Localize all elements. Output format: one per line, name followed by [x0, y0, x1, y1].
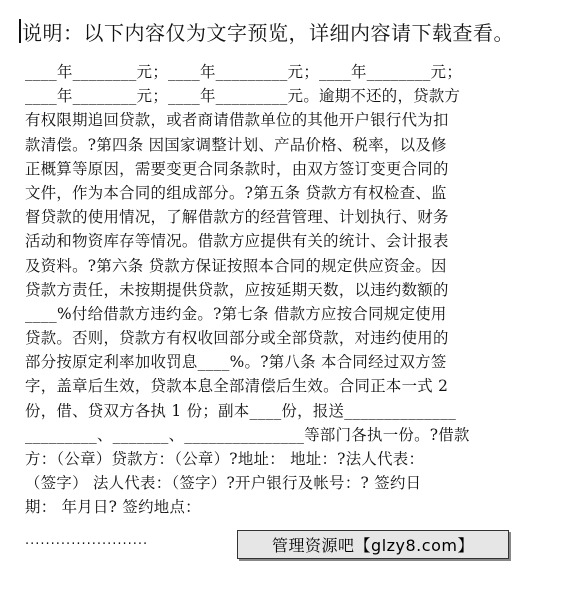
text-cursor: [19, 19, 21, 43]
body-line: （签字） 法人代表：（签字）?开户银行及帐号：? 签约日: [25, 474, 422, 493]
body-line: 方：（公章）贷款方：（公章）?地址： 地址：?法人代表：: [25, 450, 425, 468]
body-line: 及资料。?第六条 贷款方保证按照本合同的规定供应资金。因: [25, 256, 447, 275]
source-link-button[interactable]: [237, 530, 509, 559]
body-line: 文件，作为本合同的组成部分。?第五条 贷款方有权检查、监: [25, 183, 447, 202]
preview-notice: [22, 17, 514, 46]
body-line: ____年________元；____年_________元；____年________元；: [25, 63, 463, 81]
body-line: 督贷款的使用情况，了解借款方的经营管理、计划执行、财务: [25, 208, 449, 227]
body-line: ____%付给借款方违约金。?第七条 借款方应按合同规定使用: [25, 304, 447, 323]
body-line: 贷款。否则，贷款方有权收回部分或全部贷款，对违约使用的: [25, 329, 449, 348]
body-line: 活动和物资库存等情况。借款方应提供有关的统计、会计报表: [25, 232, 449, 251]
body-line: 份，借、贷双方各执 1 份；副本____份，报送______________: [25, 401, 457, 420]
body-line: 部分按原定利率加收罚息____%。?第八条 本合同经过双方签: [25, 353, 447, 372]
preview-notice-text: 说明：以下内容仅为文字预览，详细内容请下载查看。: [22, 21, 514, 45]
body-line: 期： 年月日? 签约地点：: [25, 498, 201, 517]
body-line: _________、_______、_______________等部门各执一份。?借款: [25, 425, 470, 444]
body-line: 正概算等原因，需要变更合同条款时，由双方签订变更合同的: [25, 159, 449, 178]
body-line: 贷款方责任，未按期提供贷款，应按延期天数，以违约数额的: [25, 280, 449, 299]
source-link-label: 管理资源吧【glzy8.com】: [272, 536, 474, 555]
body-line: 字，盖章后生效，贷款本息全部清偿后生效。合同正本一式 2: [25, 377, 449, 396]
body-line: ____年________元；____年_________元。逾期不还的，贷款方: [25, 87, 461, 106]
body-line: 款清偿。?第四条 因国家调整计划、产品价格、税率，以及修: [25, 135, 447, 154]
body-line: 有权限期追回贷款，或者商请借款单位的其他开户银行代为扣: [25, 111, 449, 130]
dotted-leader: ........................: [25, 533, 149, 548]
contract-body: [25, 60, 545, 520]
